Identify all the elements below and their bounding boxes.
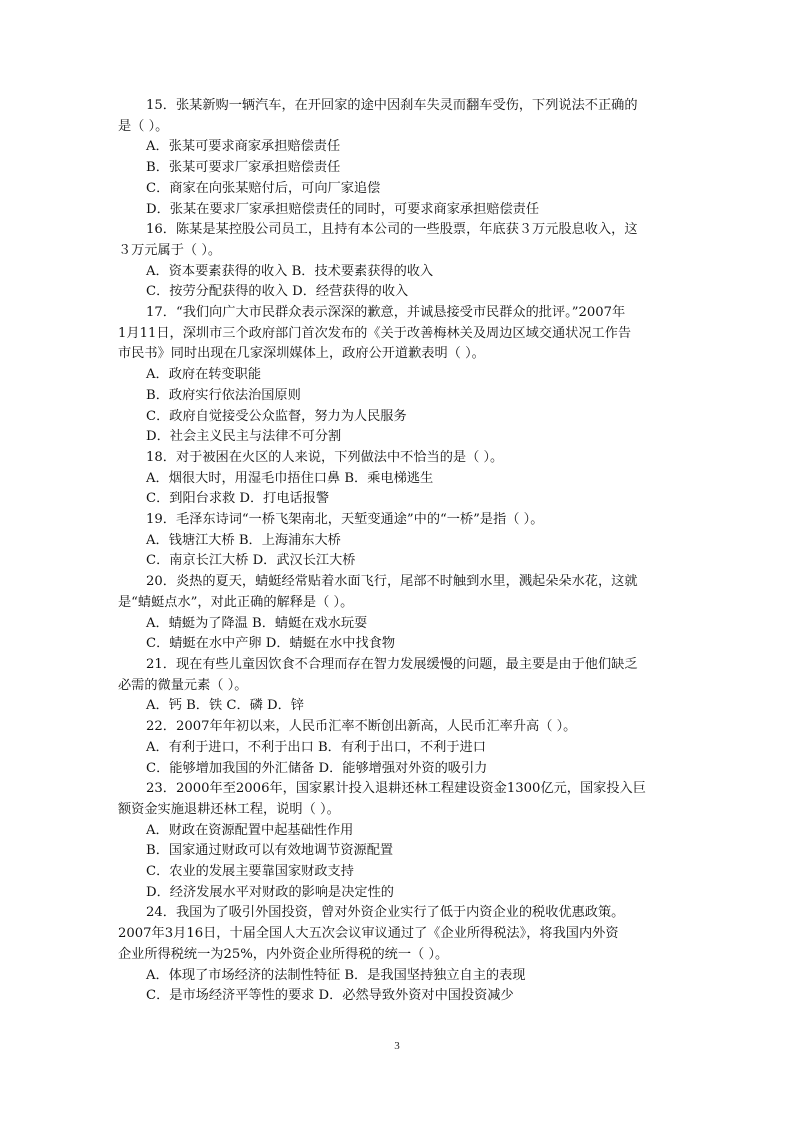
answer-option: A．钙 B．铁 C．磷 D．锌 <box>146 698 304 714</box>
answer-option: A．财政在资源配置中起基础性作用 <box>146 822 354 838</box>
question-block <box>118 303 674 448</box>
answer-option: B．张某可要求厂家承担赔偿责任 <box>146 160 341 176</box>
question-block <box>118 717 674 779</box>
answer-option: C．按劳分配获得的收入 D．经营获得的收入 <box>146 284 409 300</box>
answer-option: C．商家在向张某赔付后，可向厂家追偿 <box>146 180 381 196</box>
answer-option: A．政府在转变职能 <box>146 367 262 383</box>
question-list <box>118 96 674 1007</box>
question-stem: 24．我国为了吸引外国投资，曾对外资企业实行了低于内资企业的税收优惠政策。 <box>146 905 625 921</box>
answer-option: A．烟很大时，用湿毛巾捂住口鼻 B．乘电梯逃生 <box>146 470 434 486</box>
question-stem-continued: 1月11日，深圳市三个政府部门首次发布的《关于改善梅林关及周边区域交通状况工作告 <box>118 325 632 341</box>
answer-option: A．有利于进口，不利于出口 B．有利于出口，不利于进口 <box>146 739 486 755</box>
question-stem: 23．2000年至2006年，国家累计投入退耕还林工程建设资金1300亿元，国家投入巨 <box>146 781 646 797</box>
question-stem-continued: 企业所得税统一为25%，内外资企业所得税的统一（ ）。 <box>118 946 449 962</box>
answer-option: A．体现了市场经济的法制性特征 B．是我国坚持独立自主的表现 <box>146 967 526 983</box>
page-number: 3 <box>394 1040 400 1052</box>
question-block <box>118 220 674 303</box>
question-stem: 22．2007年年初以来，人民币汇率不断创出新高，人民币汇率升高（ ）。 <box>146 719 577 735</box>
question-stem-continued: 2007年3月16日，十届全国人大五次会议审议通过了《企业所得税法》，将我国内外资 <box>118 926 619 942</box>
answer-option: C．是市场经济平等性的要求 D．必然导致外资对中国投资减少 <box>146 988 514 1004</box>
question-block <box>118 903 674 1007</box>
question-block <box>118 510 674 572</box>
answer-option: C．政府自觉接受公众监督，努力为人民服务 <box>146 408 407 424</box>
answer-option: C．能够增加我国的外汇储备 D．能够增强对外资的吸引力 <box>146 760 488 776</box>
question-stem-continued: 额资金实施退耕还林工程，说明（ ）。 <box>118 801 340 817</box>
answer-option: A．蜻蜓为了降温 B．蜻蜓在戏水玩耍 <box>146 615 368 631</box>
question-stem-continued: ３万元属于（ ）。 <box>118 242 222 258</box>
question-stem-continued: 市民书》同时出现在几家深圳媒体上，政府公开道歉表明（ ）。 <box>118 346 485 362</box>
question-stem: 17．“我们向广大市民群众表示深深的歉意，并诚恳接受市民群众的批评。”2007年 <box>146 305 626 321</box>
question-stem: 20．炎热的夏天，蜻蜓经常贴着水面飞行，尾部不时触到水里，溅起朵朵水花，这就 <box>146 574 638 590</box>
question-block <box>118 572 674 655</box>
answer-option: C．农业的发展主要靠国家财政支持 <box>146 864 354 880</box>
answer-option: A．资本要素获得的收入 B．技术要素获得的收入 <box>146 263 434 279</box>
question-block <box>118 779 674 903</box>
answer-option: C．到阳台求救 D．打电话报警 <box>146 491 330 507</box>
answer-option: D．张某在要求厂家承担赔偿责任的同时，可要求商家承担赔偿责任 <box>146 201 540 217</box>
question-stem: 18．对于被困在火区的人来说，下列做法中不恰当的是（ ）。 <box>146 449 504 465</box>
answer-option: B．政府实行依法治国原则 <box>146 387 301 403</box>
question-block <box>118 655 674 717</box>
answer-option: A．钱塘江大桥 B．上海浦东大桥 <box>146 532 341 548</box>
answer-option: D．经济发展水平对财政的影响是决定性的 <box>146 884 394 900</box>
question-stem: 21．现在有些儿童因饮食不合理而存在智力发展缓慢的问题，最主要是由于他们缺乏 <box>146 656 638 672</box>
question-stem: 15．张某新购一辆汽车，在开回家的途中因刹车失灵而翻车受伤，下列说法不正确的 <box>146 98 638 113</box>
question-block <box>118 96 674 220</box>
question-stem-continued: 是（ ）。 <box>118 118 169 134</box>
answer-option: B．国家通过财政可以有效地调节资源配置 <box>146 843 394 859</box>
question-stem-continued: 必需的微量元素（ ）。 <box>118 677 248 693</box>
answer-option: D．社会主义民主与法律不可分割 <box>146 429 342 445</box>
question-stem: 19．毛泽东诗词“一桥飞架南北，天堑变通途”中的“一桥”是指（ ）。 <box>146 512 544 528</box>
answer-option: C．蜻蜓在水中产卵 D．蜻蜓在水中找食物 <box>146 636 396 652</box>
question-block <box>118 448 674 510</box>
question-stem-continued: 是“蜻蜓点水”，对此正确的解释是（ ）。 <box>118 594 354 610</box>
question-stem: 16．陈某是某控股公司员工，且持有本公司的一些股票，年底获３万元股息收入，这 <box>146 222 638 238</box>
answer-option: C．南京长江大桥 D．武汉长江大桥 <box>146 553 356 569</box>
answer-option: A．张某可要求商家承担赔偿责任 <box>146 139 341 155</box>
